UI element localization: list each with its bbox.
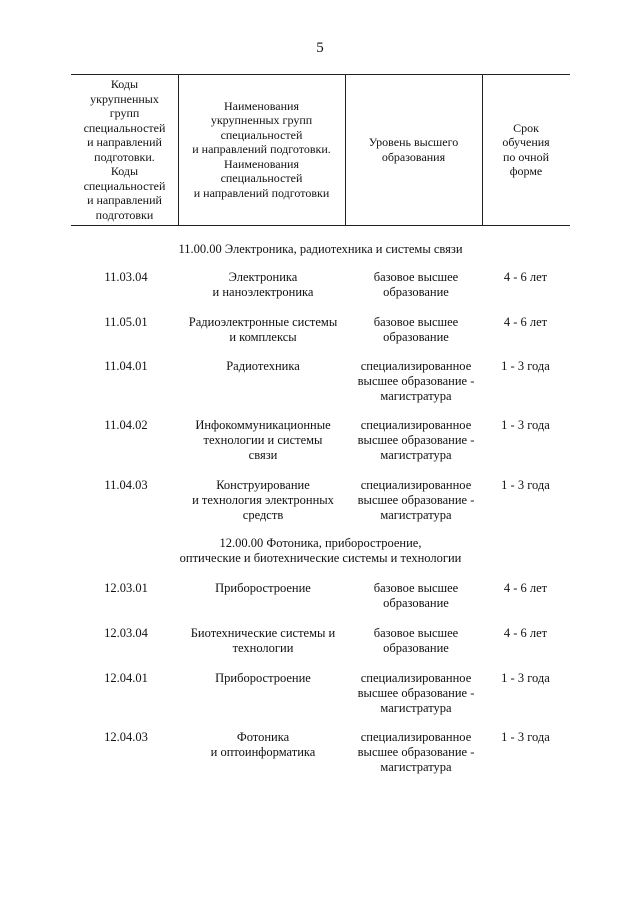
row-term: 4 - 6 лет [503,626,548,640]
row-name: Инфокоммуникационные технологии и системы связи [195,418,331,462]
row-term: 1 - 3 года [501,418,550,432]
row-level: специализированное высшее образование - магистратура [357,730,475,774]
page-number: 5 [316,40,324,56]
row-term: 1 - 3 года [501,671,550,685]
table-header-bottom-border [71,225,570,226]
table-row [71,671,570,721]
row-level: базовое высшее образование [373,315,459,344]
row-code: 12.04.03 [104,730,148,744]
row-term: 1 - 3 года [501,359,550,373]
row-term: 4 - 6 лет [503,270,548,284]
row-level: базовое высшее образование [373,581,459,610]
row-level: специализированное высшее образование - магистратура [357,671,475,715]
table-row [71,478,570,528]
row-name: Фотоника и оптоинформатика [210,730,316,759]
header-names: Наименования укрупненных групп специальностей и направлений подготовки. Наименования специальностей и направлений подготовки [192,98,331,200]
row-level: специализированное высшее образование - магистратура [357,418,475,462]
row-level: базовое высшее образование [373,270,459,299]
header-education-level: Уровень высшего образования [368,135,459,164]
row-code: 12.03.01 [104,581,148,595]
row-name: Биотехнические системы и технологии [190,626,336,655]
row-code: 12.04.01 [104,671,148,685]
row-name: Конструирование и технология электронных средств [192,478,334,522]
section-title: 11.00.00 Электроника, радиотехника и системы связи [178,242,463,256]
section-title: 12.00.00 Фотоника, приборостроение, оптические и биотехнические системы и технологии [179,536,462,565]
row-name: Радиотехника [226,359,300,373]
row-code: 11.04.01 [104,359,148,373]
row-term: 4 - 6 лет [503,315,548,329]
table-row [71,418,570,468]
header-study-term: Срок обучения по очной форме [502,120,550,178]
row-code: 12.03.04 [104,626,148,640]
row-name: Приборостроение [215,581,311,595]
table-row [71,730,570,780]
header-codes: Коды укрупненных групп специальностей и направлений подготовки. Коды специальностей и направлений подготовки [83,77,166,222]
table-row [71,270,570,320]
row-code: 11.04.03 [104,478,148,492]
row-name: Электроника и наноэлектроника [212,270,314,299]
row-code: 11.05.01 [104,315,148,329]
table-row [71,581,570,631]
table-row [71,315,570,365]
row-term: 1 - 3 года [501,730,550,744]
table-row [71,359,570,409]
table-row [71,626,570,676]
row-name: Радиоэлектронные системы и комплексы [188,315,338,344]
row-code: 11.03.04 [104,270,148,284]
row-term: 4 - 6 лет [503,581,548,595]
row-level: специализированное высшее образование - магистратура [357,359,475,403]
row-name: Приборостроение [215,671,311,685]
row-code: 11.04.02 [104,418,148,432]
row-level: специализированное высшее образование - магистратура [357,478,475,522]
row-level: базовое высшее образование [373,626,459,655]
row-term: 1 - 3 года [501,478,550,492]
